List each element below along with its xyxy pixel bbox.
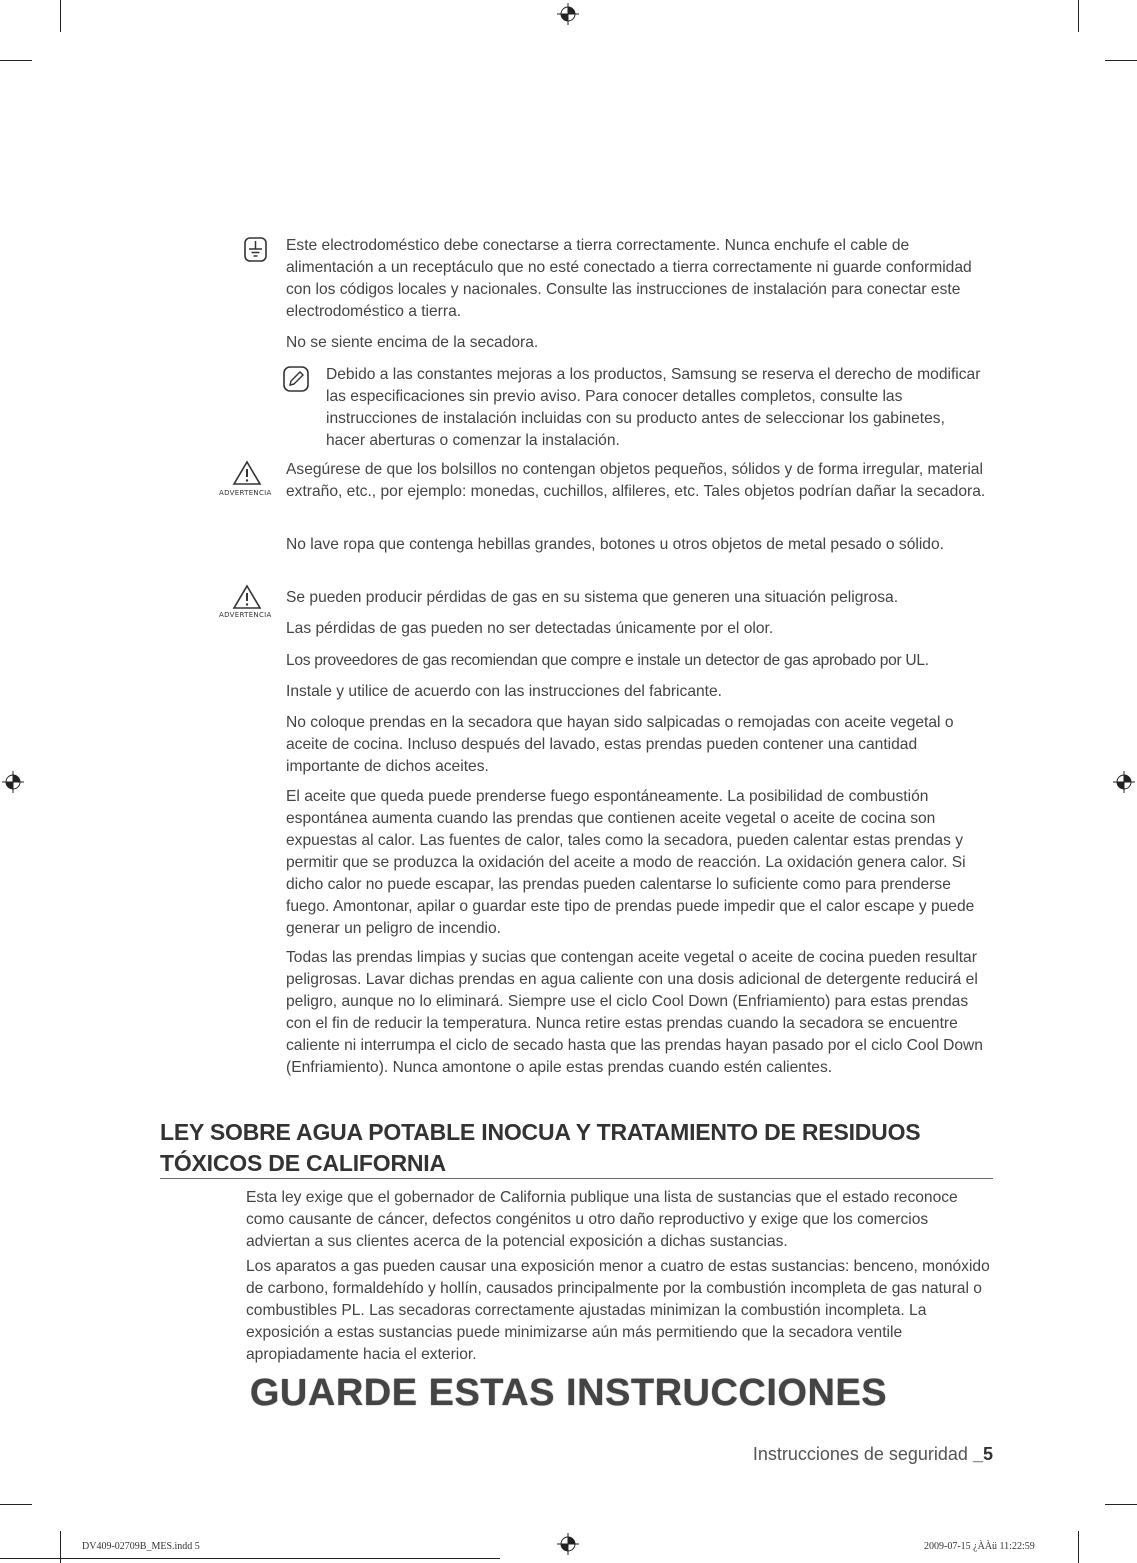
oil-para-1: No coloque prendas en la secadora que hayan sido salpicadas o remojadas con aceite vegetal o aceite de cocina. Incluso después del lavado, estas prendas pueden contener una cantidad importante de dichos aceites. (286, 714, 954, 775)
crop-mark (1105, 1504, 1137, 1505)
crop-mark (0, 1504, 32, 1505)
slug-timestamp: 2009-07-15 ¿ÀÀü 11:22:59 (924, 1541, 1035, 1552)
crop-mark (0, 60, 32, 61)
california-para-2: Los aparatos a gas pueden causar una exposición menor a cuatro de estas sustancias: benceno, monóxido de carbono, formaldehído y hollín, causados principalmente por la combustión incompleta de gas natural o combustibles PL. Las secadoras correctamente ajustadas minimizan la combustión incompleta. La exposición a estas sustancias puede minimizarse aún más permitiendo que la secadora ventile apropiadamente hacia el exterior. (246, 1258, 990, 1363)
footer-section-label (753, 1444, 993, 1465)
gas-smell-text: Las pérdidas de gas pueden no ser detectadas únicamente por el olor. (286, 620, 774, 637)
footer-section-name: Instrucciones de seguridad (752, 1444, 968, 1464)
save-instructions-title: GUARDE ESTAS INSTRUCCIONES (249, 1372, 888, 1414)
crop-mark (60, 0, 61, 32)
crop-mark (1078, 1531, 1079, 1563)
crop-mark (1105, 60, 1137, 61)
note-text: Debido a las constantes mejoras a los productos, Samsung se reserva el derecho de modificar las especificaciones sin previo aviso. Para conocer detalles completos, consulte las instrucciones de instalación incluidas con su producto antes de seleccionar los gabinetes, hacer aberturas o comenzar la instalación. (326, 366, 981, 449)
oil-para-3: Todas las prendas limpias y sucias que contengan aceite vegetal o aceite de cocina pueden resultar peligrosas. Lavar dichas prendas en agua caliente con una dosis adicional de detergente reducirá el peligro, aunque no lo eliminará. Siempre use el ciclo Cool Down (Enfriamiento) para estas prendas con el fin de reducir la temperatura. Nunca retire estas prendas cuando la secadora se encuentre caliente ni interrumpa el ciclo de secado hasta que las prendas hayan pasado por el ciclo Cool Down (Enfriamiento). Nunca amontone o apile estas prendas cuando estén calientes. (286, 949, 983, 1076)
ground-note: Este electrodoméstico debe conectarse a tierra correctamente. Nunca enchufe el cable de alimentación a un receptáculo que no esté conectado a tierra correctamente ni guarde conformidad con los códigos locales y nacionales. Consulte las instrucciones de instalación para conectar este electrodoméstico a tierra. (286, 237, 972, 320)
section-heading-line2: TÓXICOS DE CALIFORNIA (160, 1150, 446, 1176)
gas-detector-text: Los proveedores de gas recomiendan que compre e instale un detector de gas aprobado por UL. (286, 652, 929, 669)
warning-label: ADVERTENCIA (219, 611, 272, 619)
ground-icon (244, 237, 267, 262)
section-heading-line1: LEY SOBRE AGUA POTABLE INOCUA Y TRATAMIENTO DE RESIDUOS (160, 1119, 921, 1145)
warning-icon (232, 460, 262, 486)
registration-mark-icon (557, 3, 579, 25)
registration-mark-icon (557, 1533, 579, 1555)
warning2-text: Se pueden producir pérdidas de gas en su sistema que generen una situación peligrosa. (286, 589, 899, 606)
no-wash-text: No lave ropa que contenga hebillas grandes, botones u otros objetos de metal pesado o sólido. (286, 536, 944, 553)
california-para-1: Esta ley exige que el gobernador de California publique una lista de sustancias que el estado reconoce como causante de cáncer, defectos congénitos u otro daño reproductivo y exige que los comercios adviertan a sus clientes acerca de la potencial exposición a dichas sustancias. (246, 1189, 958, 1250)
warning-label: ADVERTENCIA (219, 489, 272, 497)
registration-mark-icon (1113, 771, 1135, 793)
note-icon (283, 366, 309, 392)
no-sit-text: No se siente encima de la secadora. (286, 334, 539, 351)
oil-para-2: El aceite que queda puede prenderse fuego espontáneamente. La posibilidad de combustión espontánea aumenta cuando las prendas que contienen aceite vegetal o aceite de cocina son expuestas al calor. Las fuentes de calor, tales como la secadora, pueden calentar estas prendas y permitir que se produzca la oxidación del aceite a modo de reacción. La oxidación genera calor. Si dicho calor no puede escapar, las prendas pueden calentarse lo suficiente como para prenderse fuego. Amontonar, apilar o guardar este tipo de prendas puede impedir que el calor escape y puede generar un peligro de incendio. (286, 788, 975, 937)
warning1-text: Asegúrese de que los bolsillos no contengan objetos pequeños, sólidos y de forma irregular, material extraño, etc., por ejemplo: monedas, cuchillos, alfileres, etc. Tales objetos podrían dañar la secadora. (286, 461, 986, 500)
heading-rule (160, 1178, 993, 1179)
page-number: _5 (972, 1444, 993, 1464)
warning-icon (232, 584, 262, 610)
slug-line (0, 1558, 500, 1559)
install-use-text: Instale y utilice de acuerdo con las instrucciones del fabricante. (286, 683, 723, 700)
crop-mark (1078, 0, 1079, 32)
slug-filename: DV409-02709B_MES.indd 5 (82, 1541, 200, 1552)
registration-mark-icon (2, 771, 24, 793)
